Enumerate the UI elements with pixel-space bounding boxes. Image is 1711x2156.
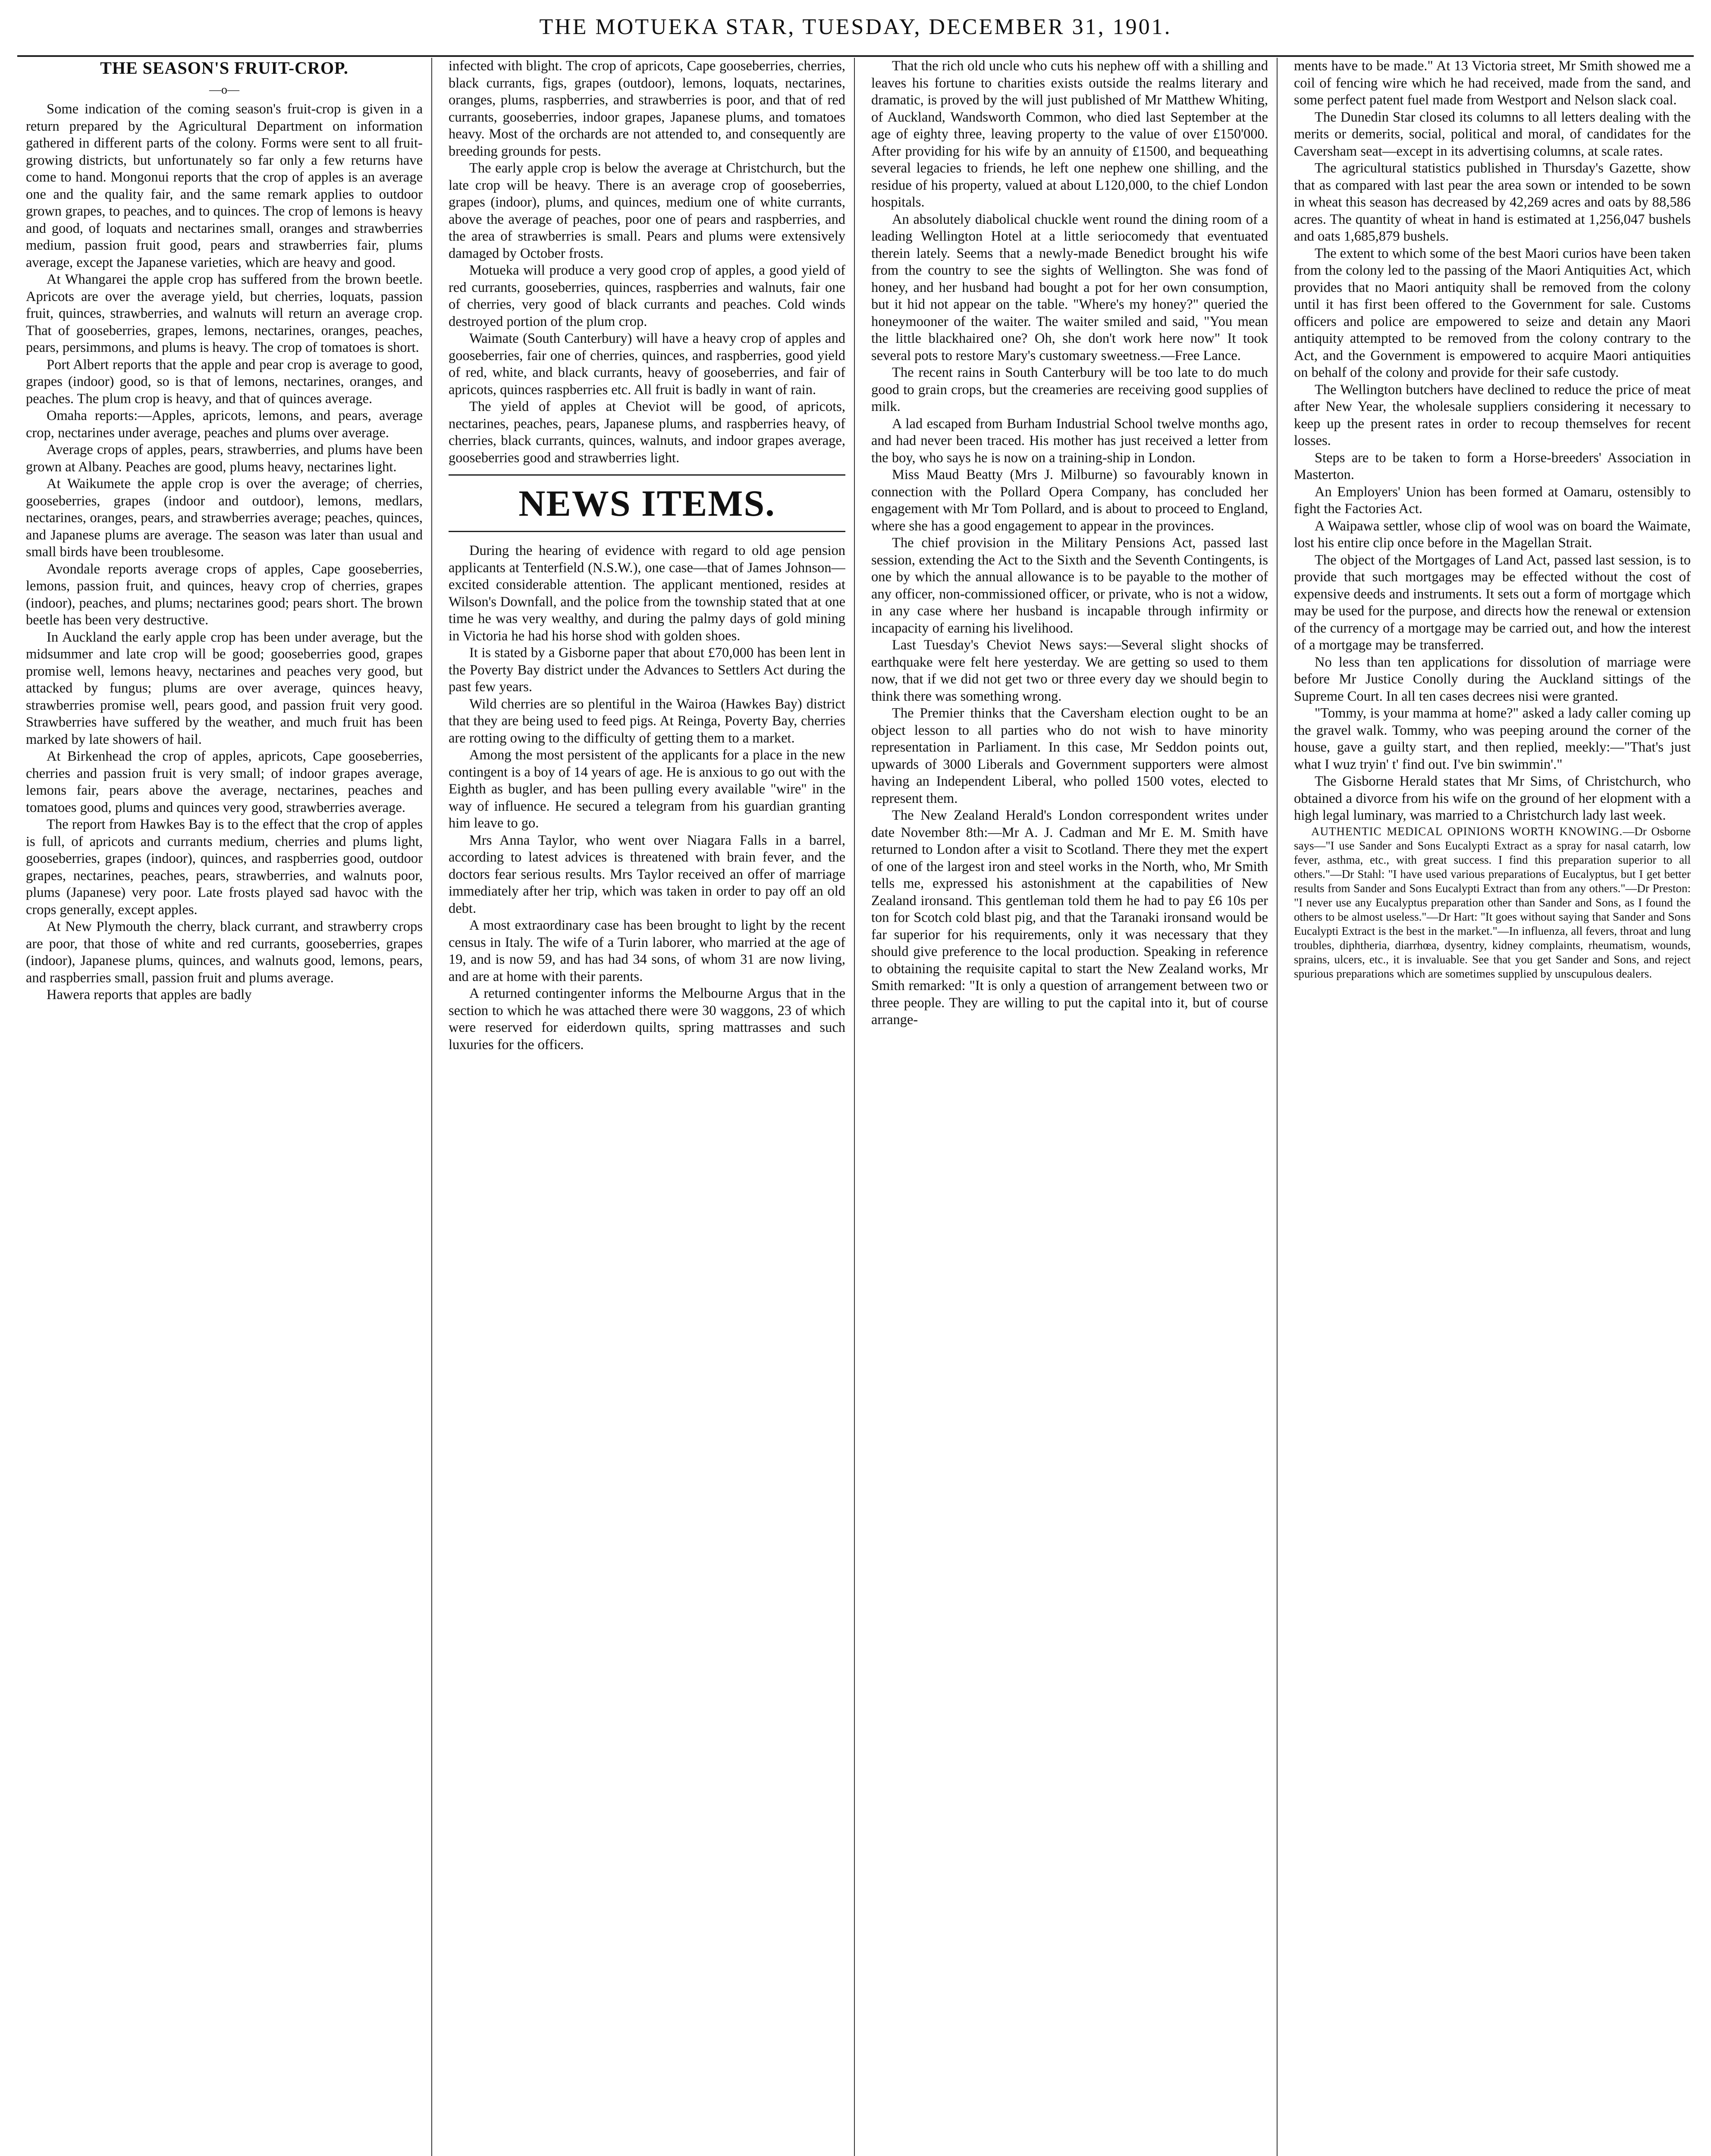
news-paragraph: The object of the Mortgages of Land Act, passed last session, is to provide that such mortgages may be effected without the cost of expensive deeds and instruments. It sets out a form of mortgage which may be used for the purpose, and directs how the renewal or extension of the currency of a mortgage may be carried out, and how the interest of a mortgage may be transferred. [1294, 552, 1691, 653]
news-paragraph: An Employers' Union has been formed at Oamaru, ostensibly to fight the Factories Act. [1294, 484, 1691, 517]
article-paragraph: infected with blight. The crop of apricots, Cape gooseberries, cherries, black currants, figs, grapes (outdoor), lemons, loquats, nectarines, oranges, plums, raspberries, and strawberries is poor, and that of red currants, gooseberries, indoor grapes, Japanese plums, and tomatoes heavy. Most of the orchards are not attended to, and consequently are breeding grounds for pests. [449, 58, 845, 159]
news-paragraph: During the hearing of evidence with regard to old age pension applicants at Tenterfield (N.S.W.), one case—that of James Johnson—excited considerable attention. The applicant mentioned, resides at Wilson's Downfall, and the police from the township stated that at one time he was very wealthy, and during the palmy days of gold mining in Victoria he had his horse shod with golden shoes. [449, 543, 845, 644]
fruit-crop-title: THE SEASON'S FRUIT-CROP. [100, 58, 348, 78]
article-paragraph: Motueka will produce a very good crop of apples, a good yield of red currants, gooseberries, quinces, raspberries and walnuts, fair one of cherries, very good of black currants and peaches. Cold winds destroyed portion of the plum crop. [449, 263, 845, 329]
advertisement-body: —Dr Osborne says—"I use Sander and Sons Eucalypti Extract as a spray for nasal catarrh, low fever, asthma, etc., with great success. I find this preparation superior to all others."—Dr Stahl: "I have used various preparations of Eucalyptus, but I get better results from Sander and Sons Eucalypti Extract than from any others."—Dr Preston: "I never use any Eucalyptus preparation other than Sander and Sons, as I found the others to be almost useless."—Dr Hart: "It goes without saying that Sander and Sons Eucalypti Extract is the best in the market."—In influenza, all fevers, throat and lung troubles, diphtheria, diarrhœa, dysentry, kidney complaints, rheumatism, wounds, sprains, ulcers, etc., it is invaluable. See that you get Sander and Sons, and reject spurious preparations which are sometimes supplied by unscupulous dealers. [1294, 824, 1691, 980]
news-paragraph: The Gisborne Herald states that Mr Sims, of Christchurch, who obtained a divorce from his wife on the ground of her elopment with a high legal luminary, was married to a Christchurch lady last week. [1294, 774, 1691, 823]
article-paragraph: Waimate (South Canterbury) will have a heavy crop of apples and gooseberries, fair one of cherries, quinces, and raspberries, good yield of red, white, and black currants, heavy of gooseberries, and fair of apricots, quinces raspberries etc. All fruit is badly in want of rain. [449, 331, 845, 398]
column-4 [1294, 58, 1691, 2156]
article-paragraph: At Birkenhead the crop of apples, apricots, Cape gooseberries, cherries and passion fruit is very small; of indoor grapes average, lemons fair, pears above the average, nectarines, peaches and tomatoes good, plums and quinces very good, strawberries average. [26, 749, 423, 815]
column-rule [1277, 58, 1278, 2156]
article-paragraph: Port Albert reports that the apple and pear crop is average to good, grapes (indoor) good, so is that of lemons, nectarines, oranges, and peaches. The plum crop is heavy, and that of quinces average. [26, 357, 423, 407]
article-paragraph: Some indication of the coming season's fruit-crop is given in a return prepared by the Agricultural Department on information gathered in different parts of the colony. Forms were sent to all fruit-growing districts, but unfortunately so far only a few returns have come to hand. Mongonui reports that the crop of apples is an average one and the quality fair, and the same remark applies to outdoor grown grapes, to peaches, and to quinces. The crop of lemons is heavy and good, of loquats and nectarines small, oranges and strawberries medium, passion fruit good, pears and strawberries fair, plums average, except the Japanese varieties, which are heavy and good. [26, 101, 423, 270]
news-paragraph: The Wellington butchers have declined to reduce the price of meat after New Year, the wholesale suppliers considering it necessary to keep up the present rates in order to recoup themselves for recent losses. [1294, 382, 1691, 448]
newspaper-page [17, 58, 1694, 2156]
article-paragraph: In Auckland the early apple crop has been under average, but the midsummer and late crop will be good; gooseberries good, grapes promise well, lemons heavy, nectarines and peaches very good, but attacked by fungus; plums are over average, quinces heavy, strawberries promise well, pears good, and passion fruit very good. Strawberries have suffered by the weather, and much fruit has been marked by late showers of hail. [26, 629, 423, 747]
news-paragraph: ments have to be made." At 13 Victoria street, Mr Smith showed me a coil of fencing wire which he had received, made from the sand, and some perfect patent fuel made from Westport and Nelson slack coal. [1294, 58, 1691, 108]
article-paragraph: Avondale reports average crops of apples, Cape gooseberries, lemons, passion fruit, and quinces, heavy crop of cherries, grapes (indoor), peaches, and plums; nectarines good; pears short. The brown beetle has been very destructive. [26, 561, 423, 628]
news-paragraph: The Premier thinks that the Caversham election ought to be an object lesson to all parties who do not wish to have minority representation in Parliament. In this case, Mr Seddon points out, upwards of 3000 Liberals and Government supporters were almost having an Independent Liberal, who polled 1500 votes, elected to represent them. [871, 705, 1268, 806]
news-paragraph: The New Zealand Herald's London correspondent writes under date November 8th:—Mr A. J. Cadman and Mr E. M. Smith have returned to London after a visit to Scotland. There they met the expert of one of the largest iron and steel works in the North, who, Mr Smith tells me, expressed his astonishment at the capabilities of New Zealand ironsand. This gentleman told them he had to pay £6 10s per ton for Scotch cold blast pig, and that the Taranaki ironsand would be far superior for his requirements, only it was necessary that they should give preference to the local production. Speaking in reference to obtaining the requisite capital to start the New Zealand works, Mr Smith remarked: "It is only a question of arrangement between two or three people. They are willing to put the capital into it, but of course arrange- [871, 808, 1268, 1028]
column-rule [431, 58, 432, 2156]
news-paragraph: The chief provision in the Military Pensions Act, passed last session, extending the Act to the Sixth and the Seventh Contingents, is one by which the annual allowance is to be payable to the mother of any officer, non-commissioned officer, or private, who is not a widow, in any case where her husband is incapable through infirmity or incapacity of earning his livelihood. [871, 535, 1268, 636]
advertisement [1294, 824, 1691, 981]
news-paragraph: A lad escaped from Burham Industrial School twelve months ago, and had never been traced. His mother has just received a letter from the boy, who says he is now on a training-ship in London. [871, 416, 1268, 466]
news-paragraph: The recent rains in South Canterbury will be too late to do much good to grain crops, but the creameries are receiving good supplies of milk. [871, 365, 1268, 414]
news-paragraph: A Waipawa settler, whose clip of wool was on board the Waimate, lost his entire clip once before in the Magellan Strait. [1294, 518, 1691, 551]
article-paragraph: The report from Hawkes Bay is to the effect that the crop of apples is full, of apricots and currants medium, cherries and plums light, gooseberries, grapes (indoor), quinces, and raspberries good, outdoor grapes, nectarines, peaches, pears, strawberries, and walnuts poor, plums (Japanese) very poor. Late frosts played sad havoc with the crops generally, except apples. [26, 817, 423, 918]
news-paragraph: The Dunedin Star closed its columns to all letters dealing with the merits or demerits, social, political and moral, of candidates for the Caversham seat—except in its advertising columns, at scale rates. [1294, 109, 1691, 159]
advertisement-heading: AUTHENTIC MEDICAL OPINIONS WORTH KNOWING. [1311, 824, 1623, 838]
news-paragraph: An absolutely diabolical chuckle went round the dining room of a leading Wellington Hotel at a little seriocomedy that eventuated therein lately. Seems that a newly-made Benedict brought his wife from the country to see the sights of Wellington. She was fond of honey, and her husband had bought a pot for her own consumption, but it hid not appear on the table. "Where's my honey?" queried the honeymooner of the waiter. The waiter smiled and said, "You mean the little blackhaired one? Oh, she don't work here now" It took several pots to restore Mary's customary sweetness.—Free Lance. [871, 211, 1268, 364]
column-1 [26, 58, 423, 2156]
article-paragraph: At Whangarei the apple crop has suffered from the brown beetle. Apricots are over the average yield, but cherries, loquats, passion fruit, quinces, strawberries, and walnuts will return an average crop. That of gooseberries, grapes, lemons, nectarines, oranges, peaches, pears, persimmons, and plums is heavy. The crop of tomatoes is short. [26, 272, 423, 355]
news-paragraph: Last Tuesday's Cheviot News says:—Several slight shocks of earthquake were felt here yesterday. We are getting so used to them now, that if we did not get two or three every day we should begin to think there was something wrong. [871, 637, 1268, 704]
news-paragraph: Miss Maud Beatty (Mrs J. Milburne) so favourably known in connection with the Pollard Opera Company, has concluded her engagement with Mr Tom Pollard, and is about to proceed to England, where she has a good engagement to appear in the provinces. [871, 467, 1268, 534]
news-paragraph: It is stated by a Gisborne paper that about £70,000 has been lent in the Poverty Bay district under the Advances to Settlers Act during the past few years. [449, 645, 845, 695]
news-paragraph: Wild cherries are so plentiful in the Wairoa (Hawkes Bay) district that they are being used to feed pigs. At Reinga, Poverty Bay, cherries are rotting owing to the difficulty of getting them to a market. [449, 696, 845, 746]
news-paragraph: That the rich old uncle who cuts his nephew off with a shilling and leaves his fortune to charities exists outside the realms literary and dramatic, is proved by the will just published of Mr Matthew Whiting, of Auckland, Wandsworth Common, who died last September at the age of eighty three, leaving property to the value of over £150'000. After providing for his wife by an annuity of £1500, and bequeathing several legacies to friends, he left one nephew one shilling, and the residue of his property, valued at about L120,000, to the chief London hospitals. [871, 58, 1268, 210]
article-paragraph: The early apple crop is below the average at Christchurch, but the late crop will be heavy. There is an average crop of gooseberries, grapes (indoor), plums, and quinces, medium one of white currants, above the average of peaches, poor one of pears and raspberries, and the area of strawberries is small. Pears and plums were extensively damaged by October frosts. [449, 160, 845, 261]
article-paragraph: The yield of apples at Cheviot will be good, of apricots, nectarines, peaches, pears, Japanese plums, and raspberries heavy, of cherries, black currants, quinces, walnuts, and indoor grapes average, gooseberries good and strawberries light. [449, 399, 845, 466]
news-paragraph: Mrs Anna Taylor, who went over Niagara Falls in a barrel, according to latest advices is threatened with brain fever, and the doctors fear serious results. Mrs Taylor received an offer of marriage immediately after her trip, which was taken in order to pay off an old debt. [449, 832, 845, 916]
title-ornament: —o— [209, 83, 239, 97]
news-paragraph: Steps are to be taken to form a Horse-breeders' Association in Masterton. [1294, 450, 1691, 483]
column-2 [449, 58, 845, 2156]
column-rule [854, 58, 855, 2156]
news-paragraph: Among the most persistent of the applicants for a place in the new contingent is a boy of 14 years of age. He is anxious to go out with the Eighth as bugler, and has been pulling every available "wire" in the way of influence. He secured a telegram from his guardian granting him leave to go. [449, 747, 845, 831]
news-paragraph: The extent to which some of the best Maori curios have been taken from the colony led to the passing of the Maori Antiquities Act, which provides that no Maori antiquity shall be removed from the colony until it has first been offered to the Government for sale. Customs officers and police are empowered to seize and detain any Maori antiquity attempted to be removed from the colony contrary to the Act, and the Government is empowered to acquire Maori antiquities on behalf of the colony and provide for their safe custody. [1294, 245, 1691, 380]
news-paragraph: A most extraordinary case has been brought to light by the recent census in Italy. The wife of a Turin laborer, who married at the age of 19, and is now 59, and has had 34 sons, of whom 31 are now living, and are at home with their parents. [449, 918, 845, 984]
news-paragraph: The agricultural statistics published in Thursday's Gazette, show that as compared with last pear the area sown or intended to be sown in wheat this season has decreased by 42,269 acres and oats by 88,586 acres. The quantity of wheat in hand is estimated at 1,256,047 bushels and oats 1,685,879 bushels. [1294, 160, 1691, 244]
news-paragraph: A returned contingenter informs the Melbourne Argus that in the section to which he was attached there were 30 waggons, 23 of which were reserved for eiderdown quilts, spring mattrasses and such luxuries for the officers. [449, 986, 845, 1053]
article-paragraph: At Waikumete the apple crop is over the average; of cherries, gooseberries, grapes (indoor and outdoor), lemons, medlars, nectarines, oranges, pears, and strawberries average; peaches, quinces, and Japanese plums are average. The season was later than usual and small birds have been troublesome. [26, 476, 423, 560]
column-3 [871, 58, 1268, 2156]
news-paragraph: "Tommy, is your mamma at home?" asked a lady caller coming up the gravel walk. Tommy, who was peeping around the corner of the house, gave a guilty start, and then replied, meekly:—"That's just what I wuz tryin' t' find out. I've bin swimmin'." [1294, 705, 1691, 772]
advertisement-text [1294, 824, 1691, 981]
masthead: THE MOTUEKA STAR, TUESDAY, DECEMBER 31, 1901. [17, 3, 1694, 57]
article-paragraph: Average crops of apples, pears, strawberries, and plums have been grown at Albany. Peaches are good, plums heavy, nectarines light. [26, 442, 423, 475]
article-paragraph: Hawera reports that apples are badly [47, 987, 252, 1003]
news-paragraph: No less than ten applications for dissolution of marriage were before Mr Justice Conolly during the Auckland sittings of the Supreme Court. In all ten cases decrees nisi were granted. [1294, 654, 1691, 704]
article-paragraph: Omaha reports:—Apples, apricots, lemons, and pears, average crop, nectarines under average, peaches and plums over average. [26, 408, 423, 441]
news-items-heading: NEWS ITEMS. [449, 474, 845, 532]
article-paragraph: At New Plymouth the cherry, black currant, and strawberry crops are poor, that those of white and red currants, gooseberries, grapes (indoor), Japanese plums, quinces, and walnuts good, lemons, pears, and raspberries small, passion fruit and plums average. [26, 919, 423, 986]
